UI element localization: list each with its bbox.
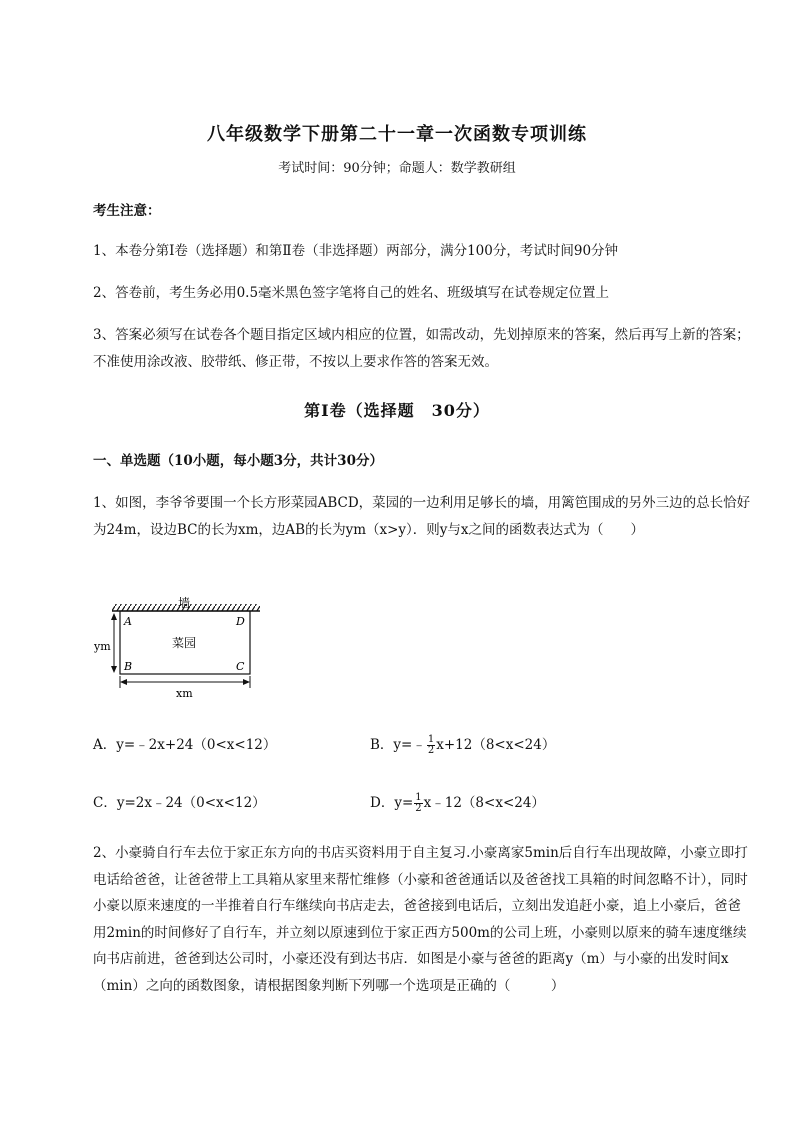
option-c: C．y=2x﹣24（0<x<12）	[93, 795, 266, 811]
fraction-numerator: 1	[427, 734, 435, 745]
arrowhead-icon	[111, 613, 117, 620]
fraction-half	[414, 793, 422, 814]
section-title: 第Ⅰ卷（选择题 30分）	[304, 401, 490, 420]
vertex-a-label: A	[124, 615, 132, 628]
option-a: A．y=﹣2x+24（0<x<12）	[93, 737, 277, 753]
page-title: 八年级数学下册第二十一章一次函数专项训练	[207, 124, 587, 145]
option-d	[370, 792, 545, 814]
question-2-text: 2、小豪骑自行车去位于家正东方向的书店买资料用于自主复习.小豪离家5min后自行车出现故障，小豪立即打电话给爸爸，让爸爸带上工具箱从家里来帮忙维修（小豪和爸爸通话以及爸爸找工具箱的时间忽略不计），同时小豪以原来速度的一半推着自行车继续向书店走去，爸爸接到电话后，立刻出发追赶小豪，追上小豪后，爸爸用2min的时间修好了自行车，并立刻以原速到位于家正西方500m的公司上班，小豪则以原来的骑车速度继续向书店前进，爸爸到达公司时，小豪还没有到达书店．如图是小豪与爸爸的距离y（m）与小豪的出发时间x（min）之向的函数图象，请根据图象判断下列哪一个选项是正确的（ ）	[93, 845, 748, 994]
arrowhead-icon	[111, 666, 117, 673]
part-heading: 一、单选题（10小题，每小题3分，共计30分）	[93, 453, 383, 469]
arrowhead-icon	[243, 679, 250, 685]
fraction-half	[427, 735, 435, 756]
garden-label: 菜园	[172, 636, 197, 650]
notice-heading: 考生注意：	[93, 203, 161, 219]
notice-item: 1、本卷分第Ⅰ卷（选择题）和第Ⅱ卷（非选择题）两部分，满分100分，考试时间90分钟	[93, 243, 619, 259]
notice-item: 3、答案必须写在试卷各个题目指定区域内相应的位置，如需改动，先划掉原来的答案，然后再写上新的答案；不准使用涂改液、胶带纸、修正带，不按以上要求作答的答案无效。	[93, 327, 750, 370]
fraction-denominator: 2	[427, 745, 435, 756]
vertex-d-label: D	[236, 615, 245, 628]
option-b-prefix: B．y=﹣	[370, 737, 426, 753]
garden-figure	[90, 590, 280, 700]
question-1-text: 1、如图，李爷爷要围一个长方形菜园ABCD，菜园的一边利用足够长的墙，用篱笆围成的另外三边的总长恰好为24m，设边BC的长为xm，边AB的长为ym（x>y）．则y与x之间的函数表达式为（ ）	[93, 495, 751, 538]
wall-label: 墙	[178, 596, 191, 610]
arrowhead-icon	[120, 679, 127, 685]
notice-item: 2、答卷前，考生务必用0.5毫米黑色签字笔将自己的姓名、班级填写在试卷规定位置上	[93, 285, 610, 301]
fraction-denominator: 2	[415, 803, 422, 814]
fraction-numerator: 1	[415, 792, 422, 803]
vertex-b-label: B	[124, 660, 133, 673]
option-b-suffix: x+12（8<x<24）	[436, 737, 556, 753]
x-dimension-label: xm	[176, 687, 193, 700]
page-subtitle: 考试时间：90分钟；命题人：数学教研组	[278, 161, 516, 176]
option-d-suffix: x﹣12（8<x<24）	[423, 795, 545, 811]
option-d-prefix: D．y=	[370, 795, 414, 811]
option-b	[370, 734, 555, 756]
vertex-c-label: C	[236, 660, 245, 673]
y-dimension-label: ym	[94, 640, 111, 653]
